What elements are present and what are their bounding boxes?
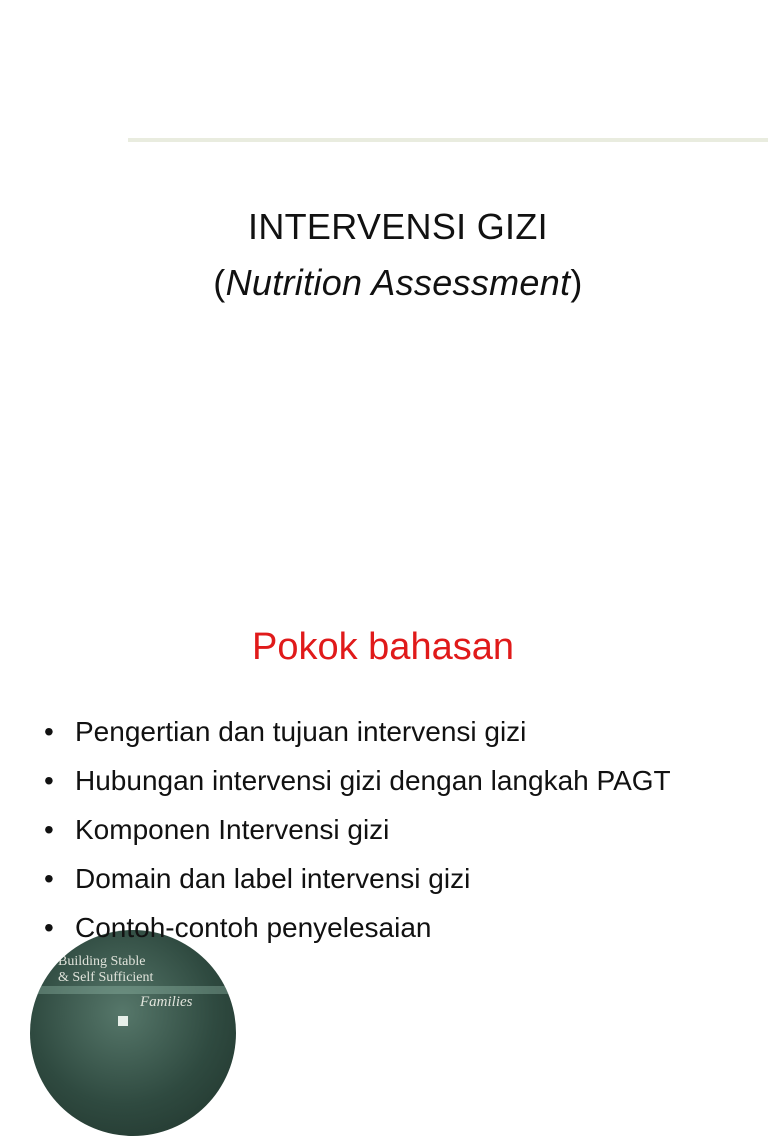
subtitle-italic-text: Nutrition Assessment [225, 262, 571, 303]
bullet-icon: • [44, 863, 54, 894]
list-item [44, 809, 734, 850]
list-item [44, 907, 734, 948]
slide-title-text: INTERVENSI GIZI [248, 206, 548, 247]
logo-line-3: Families [140, 994, 193, 1010]
subtitle-open-paren: ( [213, 262, 226, 303]
topic-list [44, 711, 734, 956]
families-logo [30, 930, 236, 1136]
subtitle-close-paren: ) [570, 262, 583, 303]
list-item-text: Hubungan intervensi gizi dengan langkah PAGT [75, 765, 671, 796]
title-slide [0, 0, 768, 512]
bullet-icon: • [44, 716, 54, 747]
logo-band [30, 986, 236, 994]
list-item-text: Contoh-contoh penyelesaian [75, 912, 432, 943]
slide-title [0, 203, 768, 251]
list-item [44, 711, 734, 752]
bullet-icon: • [44, 814, 54, 845]
list-item-text: Komponen Intervensi gizi [75, 814, 390, 845]
list-item-text: Pengertian dan tujuan intervensi gizi [75, 716, 527, 747]
section-heading: Pokok bahasan [252, 626, 514, 668]
logo-line-2: & Self Sufficient [58, 970, 154, 985]
logo-line-1: Building Stable [58, 954, 146, 969]
logo-text [58, 954, 153, 986]
bullet-icon: • [44, 765, 54, 796]
list-item-text: Domain dan label intervensi gizi [75, 863, 471, 894]
list-item [44, 760, 734, 801]
list-item [44, 858, 734, 899]
logo-mark [118, 1016, 128, 1026]
slide-subtitle [0, 259, 768, 307]
decorative-rule [128, 138, 768, 142]
bullet-icon: • [44, 912, 54, 943]
